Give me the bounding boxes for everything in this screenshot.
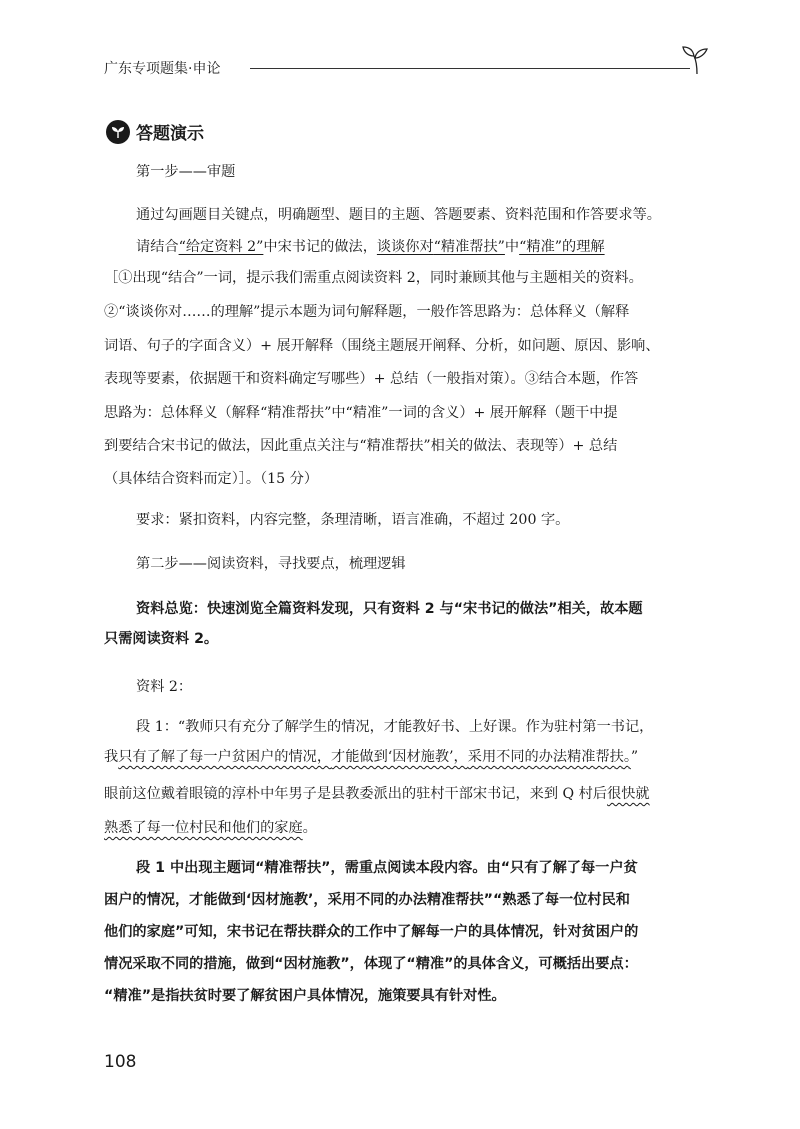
- material-part: 只有了解了每一户贫困户的情况，: [118, 749, 332, 765]
- material-label: 资料 2：: [136, 679, 193, 695]
- question-line: [136, 232, 746, 262]
- analysis-line: 到要结合宋书记的做法，因此重点关注与“精准帮扶”相关的做法、表现等）+ 总结: [104, 438, 618, 454]
- material-line: [104, 813, 714, 843]
- analysis2-line: 困户的情况，才能做到‘因材施教’，采用不同的办法精准帮扶”“熟悉了每一位村民和: [104, 892, 630, 908]
- question-part: 请结合: [136, 239, 179, 255]
- analysis-line: （具体结合资料而定）］。（15 分）: [104, 471, 319, 487]
- material-line: [104, 779, 714, 809]
- material-part: 。: [302, 820, 317, 836]
- sprout-icon: [680, 42, 714, 76]
- question-part: 中宋书记的做法，: [263, 239, 377, 255]
- material-part: 我: [104, 749, 119, 765]
- question-part: 谈谈你对: [376, 239, 434, 255]
- analysis2-line: 情况采取不同的措施，做到“因材施教”，体现了“精准”的具体含义，可概括出要点：: [104, 956, 638, 972]
- page-number: 108: [104, 1052, 137, 1072]
- question-part: “精准帮扶”: [433, 239, 505, 255]
- overview-line: 只需阅读资料 2。: [104, 631, 219, 647]
- question-part: “给定资料 2”: [178, 239, 264, 255]
- header-rule: [250, 68, 690, 69]
- leaf-badge-icon: [106, 120, 130, 144]
- running-header: 广东专项题集·申论: [104, 61, 221, 77]
- question-part: 的理解: [562, 239, 605, 255]
- question-part: “精准”: [519, 239, 563, 255]
- analysis2-line: 段 1 中出现主题词“精准帮扶”，需重点阅读本段内容。由“只有了解了每一户贫: [136, 860, 638, 876]
- material-part: 采用不同的办法精准帮扶。: [467, 749, 631, 765]
- material-part: ”: [630, 749, 639, 765]
- requirement: 要求：紧扣资料，内容完整，条理清晰，语言准确，不超过 200 字。: [136, 512, 570, 528]
- material-line: 段 1：“教师只有充分了解学生的情况，才能教好书、上好课。作为驻村第一书记，: [136, 719, 654, 735]
- analysis-line: 思路为：总体释义（解释“精准帮扶”中“精准”一词的含义）+ 展开解释（题干中提: [104, 405, 618, 421]
- question-part: 中: [504, 239, 520, 255]
- section-heading: [106, 119, 204, 144]
- analysis2-line: “精准”是指扶贫时要了解贫困户具体情况，施策要具有针对性。: [104, 988, 506, 1004]
- analysis2-line: 他们的家庭”可知，宋书记在帮扶群众的工作中了解每一户的具体情况，针对贫困户的: [104, 924, 639, 940]
- material-part: 很快就: [607, 786, 650, 802]
- section-title: 答题演示: [136, 124, 204, 144]
- step1-intro: 通过勾画题目关键点，明确题型、题目的主题、答题要素、资料范围和作答要求等。: [136, 207, 661, 223]
- step2-title: 第二步——阅读资料，寻找要点，梳理逻辑: [136, 556, 406, 572]
- material-part: 熟悉了每一位村民和他们的家庭: [104, 820, 303, 836]
- material-part: 才能做到‘因材施教’，: [331, 749, 468, 765]
- analysis-line: ②“谈谈你对……的理解”提示本题为词句解释题，一般作答思路为：总体释义（解释: [104, 304, 630, 320]
- analysis-line: 词语、句子的字面含义）+ 展开解释（围绕主题展开阐释、分析，如问题、原因、影响、: [104, 338, 660, 354]
- analysis-line: ［①出现“结合”一词，提示我们需重点阅读资料 2，同时兼顾其他与主题相关的资料。: [104, 270, 643, 286]
- overview-line: 资料总览：快速浏览全篇资料发现，只有资料 2 与“宋书记的做法”相关，故本题: [136, 601, 643, 617]
- material-line: [104, 742, 714, 772]
- analysis-line: 表现等要素，依据题干和资料确定写哪些）+ 总结（一般指对策）。③结合本题，作答: [104, 371, 639, 387]
- material-part: 眼前这位戴着眼镜的淳朴中年男子是县教委派出的驻村干部宋书记，来到 Q 村后: [104, 786, 608, 802]
- step1-title: 第一步——审题: [136, 164, 236, 180]
